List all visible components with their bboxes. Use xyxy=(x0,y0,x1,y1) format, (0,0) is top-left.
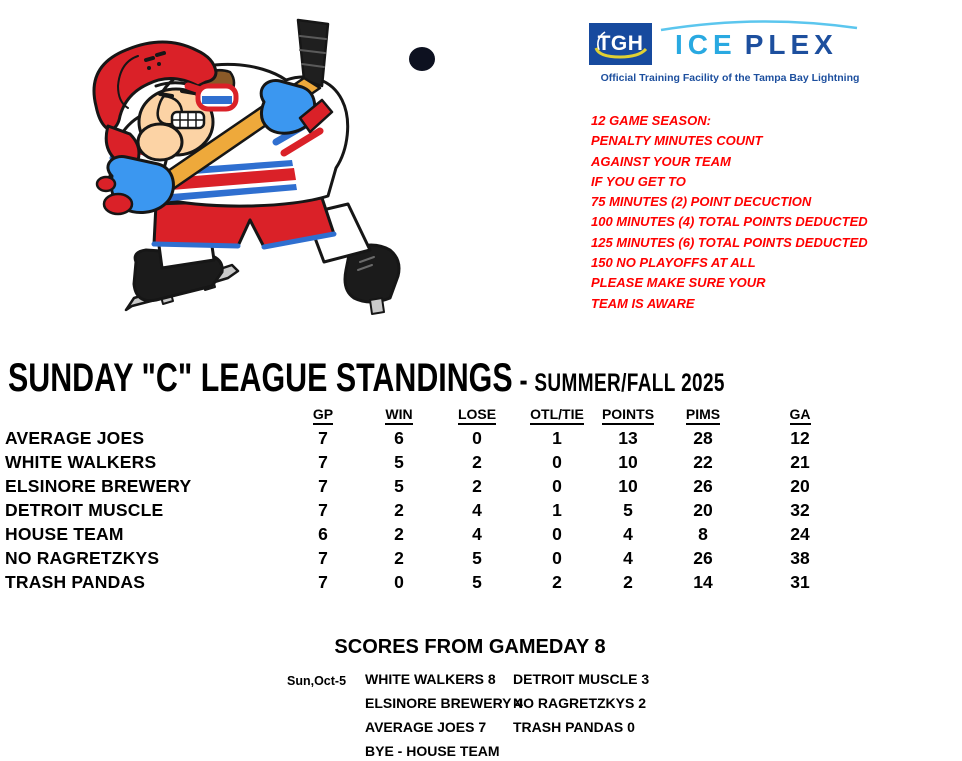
game-result-left: AVERAGE JOES 7 xyxy=(365,719,487,735)
gp-value: 7 xyxy=(318,571,328,592)
otl-tie-value: 0 xyxy=(552,451,562,472)
title-season: SUMMER/FALL 2025 xyxy=(534,369,725,397)
gp-value: 7 xyxy=(318,547,328,568)
table-row xyxy=(0,474,850,498)
win-value: 5 xyxy=(394,475,404,496)
table-row xyxy=(0,450,850,474)
pims-value: 8 xyxy=(698,523,708,544)
scores-title: SCORES FROM GAMEDAY 8 xyxy=(334,636,606,658)
pims-value: 14 xyxy=(693,571,713,592)
notice-line: IF YOU GET TO xyxy=(591,173,686,189)
table-row xyxy=(0,426,850,450)
points-value: 5 xyxy=(623,499,633,520)
game-result-left: ELSINORE BREWERY 4 xyxy=(365,695,523,711)
ga-value: 21 xyxy=(790,451,810,472)
penalty-notice xyxy=(591,111,868,314)
gp-value: 7 xyxy=(318,427,328,448)
team-name: DETROIT MUSCLE xyxy=(5,499,164,520)
notice-line: 150 NO PLAYOFFS AT ALL xyxy=(591,255,756,271)
lose-value: 2 xyxy=(472,475,482,496)
notice-line: 100 MINUTES (4) TOTAL POINTS DEDUCTED xyxy=(591,214,868,230)
column-header-gp: GP xyxy=(288,402,358,426)
notice-line: PLEASE MAKE SURE YOUR xyxy=(591,275,766,291)
otl-tie-value: 2 xyxy=(552,571,562,592)
game-result-row xyxy=(365,671,650,687)
column-header-lose: LOSE xyxy=(440,402,514,426)
game-result-row xyxy=(365,719,635,735)
notice-line: 12 GAME SEASON: xyxy=(591,113,711,128)
ice-text: ICE xyxy=(675,29,737,60)
game-result-row xyxy=(365,695,647,711)
table-row xyxy=(0,570,850,594)
ga-value: 24 xyxy=(790,523,810,544)
iceplex-logo xyxy=(585,20,875,90)
table-row xyxy=(0,498,850,522)
win-value: 6 xyxy=(394,427,404,448)
ga-value: 32 xyxy=(790,499,810,520)
column-header-pims: PIMS xyxy=(656,402,750,426)
ga-value: 12 xyxy=(790,427,810,448)
team-name: NO RAGRETZKYS xyxy=(5,547,160,568)
otl-tie-value: 1 xyxy=(552,499,562,520)
column-header-points: POINTS xyxy=(600,402,656,426)
puck-icon xyxy=(409,47,435,71)
tgh-logo-icon xyxy=(589,23,652,65)
otl-tie-value: 0 xyxy=(552,523,562,544)
plex-text: PLEX xyxy=(744,29,838,60)
tgh-logo-text: TGH xyxy=(597,32,644,55)
win-value: 0 xyxy=(394,571,404,592)
iceplex-wordmark xyxy=(675,29,838,61)
ga-value: 31 xyxy=(790,571,810,592)
gp-value: 7 xyxy=(318,451,328,472)
pims-value: 26 xyxy=(693,547,713,568)
column-header-ga: GA xyxy=(750,402,850,426)
title-main: SUNDAY "C" LEAGUE STANDINGS xyxy=(8,356,513,400)
lose-value: 0 xyxy=(472,427,482,448)
win-value: 2 xyxy=(394,499,404,520)
page-title xyxy=(8,356,725,401)
pims-value: 26 xyxy=(693,475,713,496)
standings-header-row xyxy=(0,402,850,426)
win-value: 2 xyxy=(394,523,404,544)
game-result-right: NO RAGRETZKYS 2 xyxy=(513,695,647,711)
game-result-left: BYE - HOUSE TEAM xyxy=(365,743,500,759)
gp-value: 7 xyxy=(318,475,328,496)
lose-value: 2 xyxy=(472,451,482,472)
notice-line: 75 MINUTES (2) POINT DECUCTION xyxy=(591,194,812,210)
team-name: TRASH PANDAS xyxy=(5,571,146,592)
game-result-right: DETROIT MUSCLE 3 xyxy=(513,671,650,687)
lose-value: 4 xyxy=(472,499,482,520)
column-header-otl-tie: OTL/TIE xyxy=(514,402,600,426)
win-value: 2 xyxy=(394,547,404,568)
ga-value: 38 xyxy=(790,547,810,568)
standings-table xyxy=(0,402,850,594)
notice-line: TEAM IS AWARE xyxy=(591,295,695,311)
points-value: 4 xyxy=(623,547,633,568)
points-value: 2 xyxy=(623,571,633,592)
team-name: ELSINORE BREWERY xyxy=(5,475,192,496)
team-name: AVERAGE JOES xyxy=(5,427,145,448)
points-value: 4 xyxy=(623,523,633,544)
game-result-left: WHITE WALKERS 8 xyxy=(365,671,496,687)
team-name: WHITE WALKERS xyxy=(5,451,157,472)
points-value: 13 xyxy=(618,427,638,448)
pims-value: 20 xyxy=(693,499,713,520)
points-value: 10 xyxy=(618,451,638,472)
notice-line: AGAINST YOUR TEAM xyxy=(591,153,731,169)
points-value: 10 xyxy=(618,475,638,496)
ga-value: 20 xyxy=(790,475,810,496)
hockey-player-illustration xyxy=(60,10,450,340)
lose-value: 5 xyxy=(472,547,482,568)
scores-date: Sun,Oct-5 xyxy=(287,674,347,688)
table-row xyxy=(0,522,850,546)
pims-value: 28 xyxy=(693,427,713,448)
title-separator: - xyxy=(519,362,528,398)
game-result-right: TRASH PANDAS 0 xyxy=(513,719,635,735)
notice-line: PENALTY MINUTES COUNT xyxy=(591,133,763,149)
team-column-header xyxy=(0,402,288,426)
win-value: 5 xyxy=(394,451,404,472)
team-name: HOUSE TEAM xyxy=(5,523,124,544)
notice-line: 125 MINUTES (6) TOTAL POINTS DEDUCTED xyxy=(591,234,868,250)
logo-subtitle: Official Training Facility of the Tampa Bay Lightning xyxy=(600,72,860,84)
otl-tie-value: 1 xyxy=(552,427,562,448)
pims-value: 22 xyxy=(693,451,713,472)
table-row xyxy=(0,546,850,570)
lose-value: 5 xyxy=(472,571,482,592)
gp-value: 7 xyxy=(318,499,328,520)
column-header-win: WIN xyxy=(358,402,440,426)
game-result-row xyxy=(365,743,500,759)
otl-tie-value: 0 xyxy=(552,547,562,568)
hockey-player-clipart xyxy=(60,10,450,340)
otl-tie-value: 0 xyxy=(552,475,562,496)
lose-value: 4 xyxy=(472,523,482,544)
gp-value: 6 xyxy=(318,523,328,544)
